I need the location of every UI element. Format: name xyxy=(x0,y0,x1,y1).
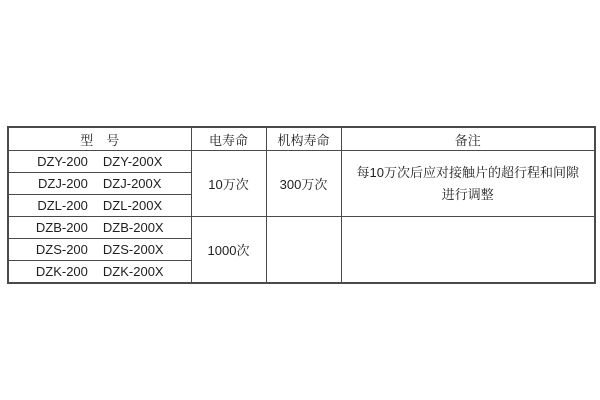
table-row xyxy=(8,151,595,173)
col-header-remark: 备注 xyxy=(341,127,595,151)
spec-table-container xyxy=(7,126,596,284)
col-header-mechanical-life: 机构寿命 xyxy=(266,127,341,151)
model-name: DZS-200 xyxy=(35,242,88,257)
model-cell xyxy=(8,261,191,284)
mechanical-life-group2-cell xyxy=(266,217,341,284)
model-name: DZB-200 xyxy=(35,220,88,235)
remark-line: 进行调整 xyxy=(441,186,494,202)
model-cell xyxy=(8,217,191,239)
remark-group1-cell xyxy=(341,151,595,217)
model-name: DZS-200X xyxy=(102,242,164,257)
mechanical-life-group1-cell: 300万次 xyxy=(266,151,341,217)
col-header-model: 型 号 xyxy=(8,127,191,151)
electrical-life-group1-cell: 10万次 xyxy=(191,151,266,217)
model-name: DZY-200 xyxy=(37,154,88,169)
model-name: DZJ-200 xyxy=(38,176,88,191)
model-name: DZY-200X xyxy=(102,154,163,169)
remark-line: 每10万次后应对接触片的超行程和间隙 xyxy=(356,164,579,180)
model-name: DZB-200X xyxy=(102,220,164,235)
model-name: DZL-200 xyxy=(37,198,88,213)
model-cell xyxy=(8,195,191,217)
remark-group2-cell xyxy=(341,217,595,284)
table-row xyxy=(8,217,595,239)
model-cell xyxy=(8,173,191,195)
model-cell xyxy=(8,239,191,261)
col-header-electrical-life: 电寿命 xyxy=(191,127,266,151)
model-cell xyxy=(8,151,191,173)
electrical-life-group2-cell: 1000次 xyxy=(191,217,266,284)
spec-table xyxy=(7,126,596,284)
model-name: DZK-200 xyxy=(35,264,88,279)
header-row xyxy=(8,127,595,151)
model-name: DZL-200X xyxy=(102,198,163,213)
model-name: DZJ-200X xyxy=(102,176,162,191)
model-name: DZK-200X xyxy=(102,264,164,279)
